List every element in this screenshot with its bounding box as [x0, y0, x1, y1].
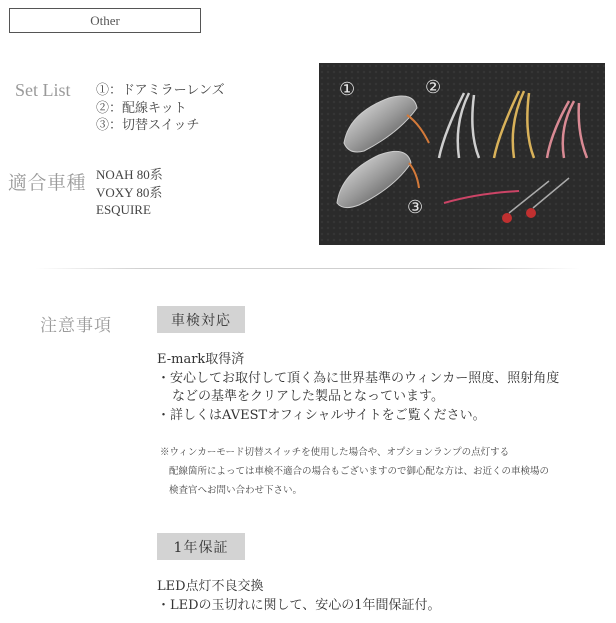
inspection-line: ・安心してお取付して頂く為に世界基準のウィンカー照度、照射角度 — [157, 370, 560, 386]
compatible-vehicles-list — [96, 166, 163, 219]
inspection-line: ・詳しくはAVESTオフィシャルサイトをご覧ください。 — [157, 407, 486, 423]
photo-marker-2: ② — [425, 77, 442, 98]
warranty-heading: LED点灯不良交換 — [157, 579, 264, 594]
inspection-line: などの基準をクリアした製品となっています。 — [172, 389, 444, 404]
note-line: 配線箇所によっては車検不適合の場合もございますので御心配な方は、お近くの車検場の — [169, 466, 550, 477]
section-divider — [35, 268, 580, 269]
inspection-heading: E-mark取得済 — [157, 352, 245, 367]
set-list-label: Set List — [15, 80, 71, 100]
set-list-item: ①：ドアミラーレンズ — [96, 83, 225, 98]
vehicle-item: VOXY 80系 — [96, 184, 163, 200]
warranty-badge: 1年保証 — [157, 533, 245, 560]
warranty-line: ・LEDの玉切れに関して、安心の1年間保証付。 — [157, 597, 441, 613]
inspection-badge: 車検対応 — [157, 306, 245, 333]
inspection-note — [160, 443, 549, 500]
vehicle-item: NOAH 80系 — [96, 167, 163, 182]
photo-marker-3: ③ — [407, 197, 424, 218]
inspection-details — [157, 351, 559, 425]
note-line: ※ウィンカーモード切替スイッチを使用した場合や、オプションランプの点灯する — [160, 447, 510, 458]
warranty-details — [157, 578, 441, 615]
set-list-item: ②：配線キット — [96, 100, 187, 116]
set-list — [96, 82, 225, 135]
photo-marker-1: ① — [339, 79, 356, 100]
compatible-vehicles-label: 適合車種 — [8, 172, 87, 194]
set-list-item: ③：切替スイッチ — [96, 118, 200, 133]
notes-label: 注意事項 — [40, 316, 112, 336]
product-photo — [319, 63, 605, 245]
note-line: 検査官へお問い合わせ下さい。 — [169, 485, 303, 496]
vehicle-item: ESQUIRE — [96, 202, 151, 217]
tab-other[interactable]: Other — [9, 8, 201, 33]
